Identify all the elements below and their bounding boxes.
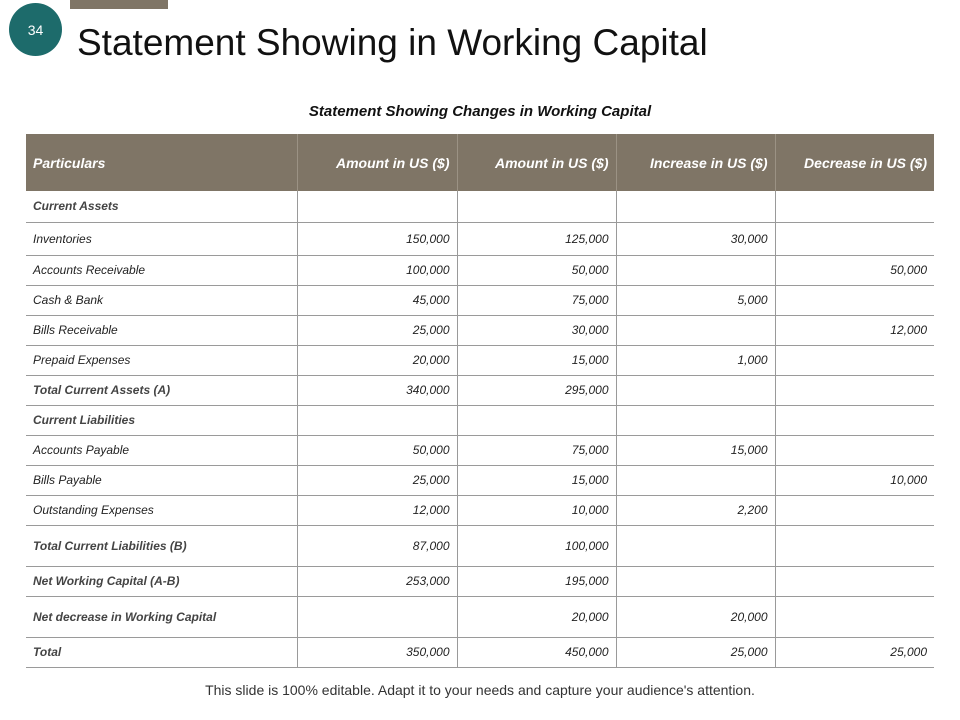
increase-cell [616,405,775,435]
amount-2-cell: 75,000 [457,285,616,315]
decrease-cell [775,222,934,255]
amount-1-cell: 12,000 [297,495,457,525]
decrease-cell [775,596,934,637]
footer-note: This slide is 100% editable. Adapt it to your needs and capture your audience's attention. [205,682,755,698]
increase-cell [616,566,775,596]
amount-2-cell: 75,000 [457,435,616,465]
table-row [26,637,934,667]
slide-title: Statement Showing in Working Capital [77,22,708,63]
decrease-cell: 25,000 [775,637,934,667]
decrease-cell [775,435,934,465]
amount-2-cell: 15,000 [457,345,616,375]
row-label: Current Assets [26,191,297,222]
amount-1-cell: 20,000 [297,345,457,375]
table-row [26,315,934,345]
table-row [26,566,934,596]
table-row [26,191,934,222]
decrease-cell: 12,000 [775,315,934,345]
table-row [26,222,934,255]
amount-1-cell [297,191,457,222]
header-amount-1: Amount in US ($) [297,134,457,191]
row-label: Outstanding Expenses [26,495,297,525]
table-row [26,375,934,405]
table-body [26,191,934,667]
amount-2-cell [457,405,616,435]
row-label: Cash & Bank [26,285,297,315]
amount-2-cell: 295,000 [457,375,616,405]
table-row [26,596,934,637]
top-accent-bar [70,0,168,9]
increase-cell: 25,000 [616,637,775,667]
row-label: Current Liabilities [26,405,297,435]
amount-1-cell: 100,000 [297,255,457,285]
increase-cell [616,525,775,566]
header-decrease: Decrease in US ($) [775,134,934,191]
increase-cell [616,465,775,495]
table-row [26,255,934,285]
working-capital-table [26,134,934,668]
amount-1-cell: 45,000 [297,285,457,315]
row-label: Accounts Payable [26,435,297,465]
amount-1-cell: 25,000 [297,465,457,495]
table-header-row [26,134,934,191]
increase-cell: 1,000 [616,345,775,375]
decrease-cell [775,285,934,315]
header-increase: Increase in US ($) [616,134,775,191]
decrease-cell: 10,000 [775,465,934,495]
amount-2-cell: 10,000 [457,495,616,525]
header-amount-2: Amount in US ($) [457,134,616,191]
amount-2-cell: 30,000 [457,315,616,345]
increase-cell [616,255,775,285]
decrease-cell: 50,000 [775,255,934,285]
decrease-cell [775,495,934,525]
amount-2-cell: 20,000 [457,596,616,637]
amount-2-cell: 50,000 [457,255,616,285]
row-label: Total Current Liabilities (B) [26,525,297,566]
increase-cell: 5,000 [616,285,775,315]
row-label: Prepaid Expenses [26,345,297,375]
row-label: Inventories [26,222,297,255]
amount-2-cell: 15,000 [457,465,616,495]
table-row [26,285,934,315]
amount-1-cell [297,405,457,435]
row-label: Net Working Capital (A-B) [26,566,297,596]
amount-2-cell: 100,000 [457,525,616,566]
amount-1-cell: 253,000 [297,566,457,596]
amount-1-cell: 150,000 [297,222,457,255]
table-title: Statement Showing Changes in Working Capital [308,103,652,120]
increase-cell: 20,000 [616,596,775,637]
amount-1-cell: 350,000 [297,637,457,667]
amount-1-cell: 50,000 [297,435,457,465]
row-label: Bills Payable [26,465,297,495]
amount-1-cell: 25,000 [297,315,457,345]
row-label: Total [26,637,297,667]
decrease-cell [775,405,934,435]
header-particulars: Particulars [26,134,297,191]
amount-2-cell [457,191,616,222]
increase-cell [616,315,775,345]
table-row [26,435,934,465]
amount-2-cell: 195,000 [457,566,616,596]
decrease-cell [775,525,934,566]
amount-1-cell [297,596,457,637]
decrease-cell [775,345,934,375]
table-row [26,495,934,525]
table-row [26,525,934,566]
decrease-cell [775,375,934,405]
decrease-cell [775,191,934,222]
increase-cell [616,191,775,222]
row-label: Total Current Assets (A) [26,375,297,405]
increase-cell: 2,200 [616,495,775,525]
amount-1-cell: 87,000 [297,525,457,566]
increase-cell: 30,000 [616,222,775,255]
increase-cell: 15,000 [616,435,775,465]
amount-2-cell: 125,000 [457,222,616,255]
slide-number-badge: 34 [9,3,62,56]
amount-1-cell: 340,000 [297,375,457,405]
amount-2-cell: 450,000 [457,637,616,667]
increase-cell [616,375,775,405]
row-label: Net decrease in Working Capital [26,596,297,637]
decrease-cell [775,566,934,596]
row-label: Bills Receivable [26,315,297,345]
table-row [26,405,934,435]
row-label: Accounts Receivable [26,255,297,285]
table-row [26,345,934,375]
table-row [26,465,934,495]
